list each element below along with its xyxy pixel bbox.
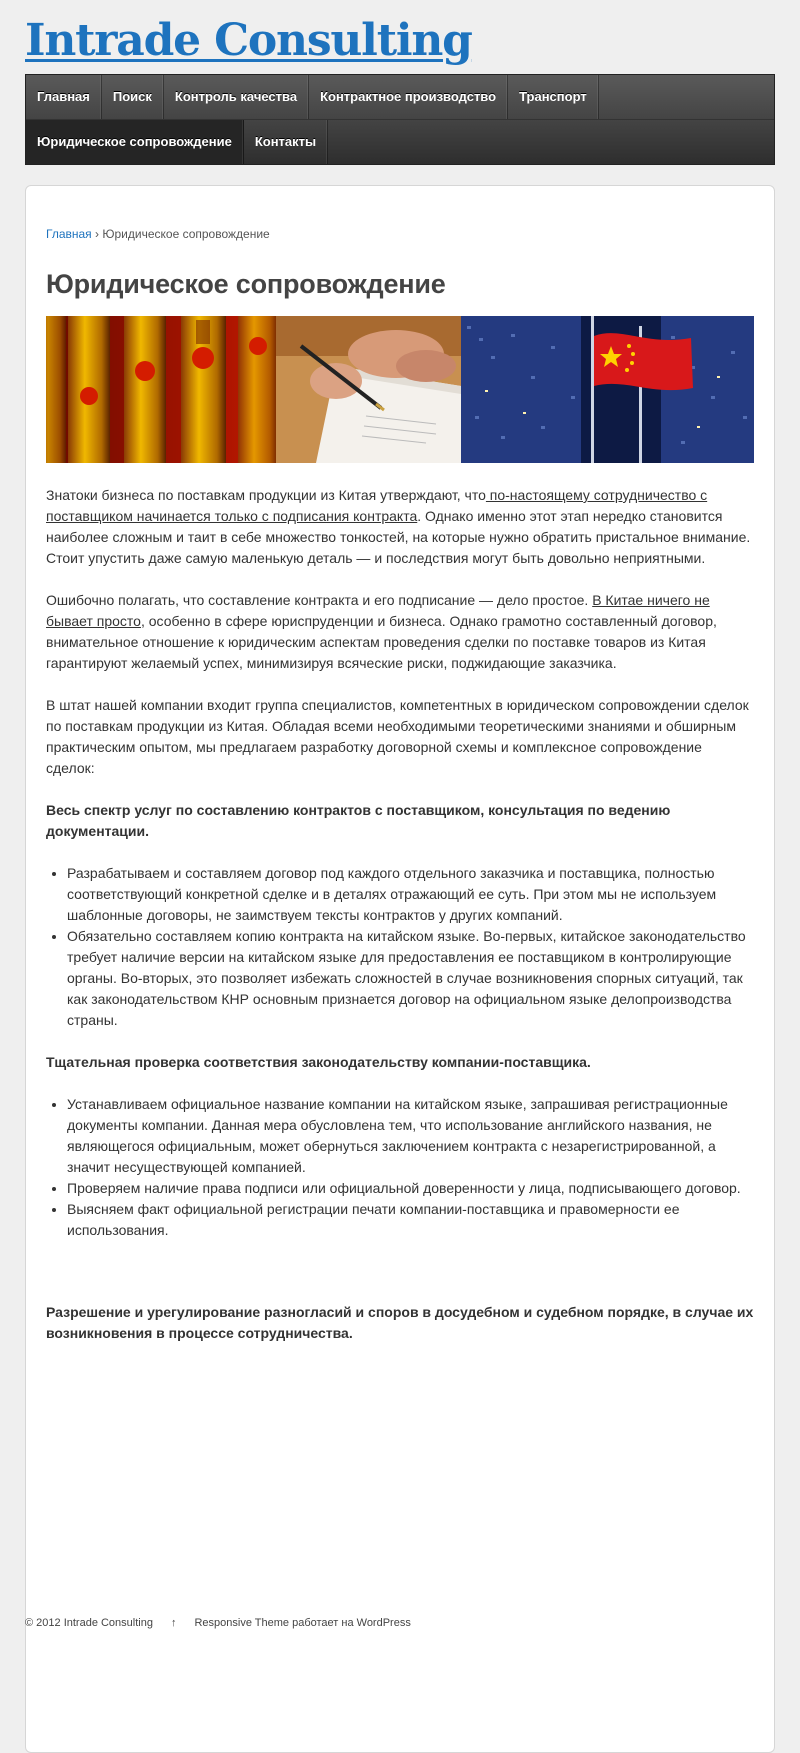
nav-item-transport[interactable]: Транспорт [508, 75, 599, 119]
second-paragraph [46, 590, 754, 674]
banner-panel-signing-image [276, 316, 461, 463]
intro-text: Знатоки бизнеса по поставкам продукции из Китая утверждают, что [46, 487, 486, 503]
site-logo[interactable]: Intrade Consulting [25, 15, 472, 66]
nav-item-legal-support[interactable]: Юридическое сопровождение [26, 120, 244, 164]
header-banner-image [46, 316, 754, 463]
page-title: Юридическое сопровождение [46, 269, 446, 299]
main-navigation [25, 74, 775, 165]
second-text: Ошибочно полагать, что составление контракта и его подписание — дело простое. [46, 592, 593, 608]
breadcrumb-separator: › [95, 227, 100, 241]
compliance-list [46, 1094, 754, 1241]
list-item: • Обязательно составляем копию контракта на китайском языке. Во-первых, китайское законодательство требует наличие версии на китайском языке для предоставления ее поставщиком в контролирующие органы. Во-вторых, это позволяет избежать сложностей в случае возникновения спорных ситуаций, так как законодательством КНР основным признается договор на официальном языке делопроизводства страны. [67, 926, 754, 1031]
nav-item-quality-control[interactable]: Контроль качества [164, 75, 309, 119]
compliance-heading: Тщательная проверка соответствия законодательству компании-поставщика. [46, 1054, 591, 1070]
footer-copyright: © 2012 Intrade Consulting [25, 1617, 153, 1629]
banner-panel-seals-image [46, 316, 276, 463]
site-footer [25, 1617, 411, 1629]
services-heading: Весь спектр услуг по составлению контрактов с поставщиком, консультация по ведению документации. [46, 802, 671, 839]
list-item: • Проверяем наличие права подписи или официальной доверенности у лица, подписывающего договор. [67, 1178, 754, 1199]
nav-item-contract-manufacturing[interactable]: Контрактное производство [309, 75, 508, 119]
intro-paragraph [46, 485, 754, 569]
footer-credit-link[interactable]: Responsive Theme работает на WordPress [194, 1617, 411, 1629]
breadcrumb-current: Юридическое сопровождение [102, 227, 270, 241]
intro-text-cont: . Однако именно этот этап нередко становится наиболее сложным и таит в себе множество тонкостей, на которые нужно обратить пристальное внимание. Стоит упустить даже самую маленькую деталь — и последствия могут быть довольно неприятными. [46, 508, 751, 566]
nav-item-contacts[interactable]: Контакты [244, 120, 328, 164]
list-item: • Устанавливаем официальное название компании на китайском языке, запрашивая регистрационные документы компании. Данная мера обусловлена тем, что использование английского названия, не являющегося официальным, может обернуться заключением контракта с незарегистрированной, а значит несуществующей компанией. [67, 1094, 754, 1178]
third-paragraph: В штат нашей компании входит группа специалистов, компетентных в юридическом сопровождении сделок по поставкам продукции из Китая. Обладая всеми необходимыми теоретическими знаниями и обширным практическим опытом, мы предлагаем разработку договорной схемы и комплексное сопровождение сделок: [46, 697, 749, 776]
list-item: • Разрабатываем и составляем договор под каждого отдельного заказчика и поставщика, полностью соответствующий конкретной сделке и в деталях отражающий ее суть. При этом мы не используем шаблонные договоры, не заимствуем тексты контрактов у других компаний. [67, 863, 754, 926]
list-item: • Выясняем факт официальной регистрации печати компании-поставщика и правомерности ее использования. [67, 1199, 754, 1241]
nav-item-home[interactable]: Главная [26, 75, 102, 119]
intro-link[interactable]: по-настоящему сотрудничество с поставщиком начинается только с подписания контракта [46, 487, 708, 524]
china-nothing-simple-link[interactable]: В Китае ничего не бывает просто [46, 592, 710, 629]
content-card [25, 185, 775, 1753]
banner-panel-city-flag-image [461, 316, 754, 463]
breadcrumb [46, 227, 754, 241]
nav-item-search[interactable]: Поиск [102, 75, 164, 119]
disputes-heading: Разрешение и урегулирование разногласий и споров в досудебном и судебном порядке, в случае их возникновения в процессе сотрудничества. [46, 1304, 754, 1341]
breadcrumb-home-link[interactable]: Главная [46, 227, 92, 241]
services-list [46, 863, 754, 1031]
second-text-cont: , особенно в сфере юриспруденции и бизнеса. Однако грамотно составленный договор, внимательное отношение к юридическим аспектам проведения сделки по поставке товаров из Китая гарантируют желаемый успех, минимизируя всяческие риски, поджидающие заказчика. [46, 613, 717, 671]
scroll-top-arrow-icon[interactable]: ↑ [170, 1617, 177, 1629]
